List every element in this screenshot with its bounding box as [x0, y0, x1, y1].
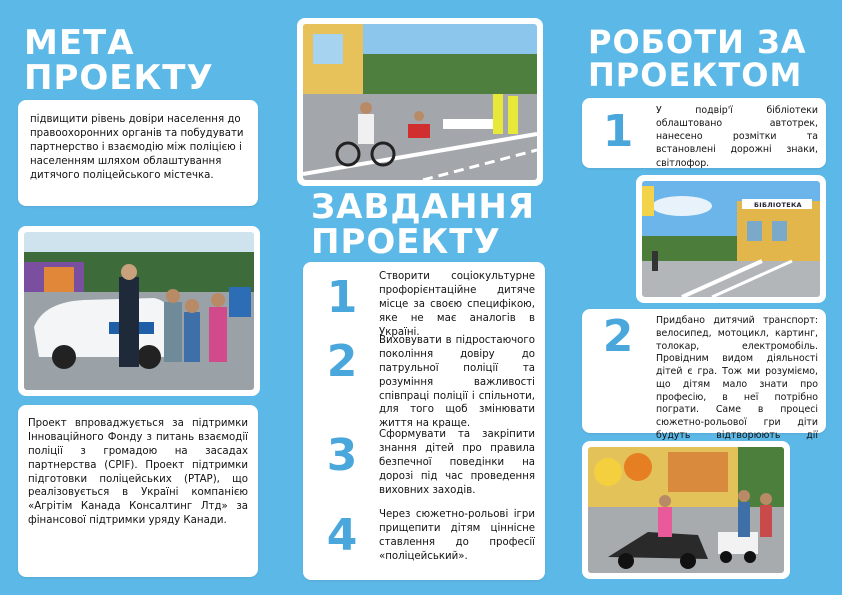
library-sign: БІБЛІОТЕКА — [754, 201, 802, 209]
goal-heading-line2: ПРОЕКТУ — [24, 57, 214, 98]
library-photo-inner — [642, 181, 820, 297]
task-text-1: Створити соціокультурне профорієнтаційне дитяче місце за своєю специфікою, яке не має аналогів в Україні. — [379, 271, 535, 338]
task-item-1 — [313, 270, 535, 339]
police-car-photo — [18, 226, 260, 396]
works-heading-line1: РОБОТИ ЗА — [588, 23, 807, 61]
tasks-heading-line2: ПРОЕКТУ — [311, 221, 501, 262]
middle-column — [285, 0, 560, 595]
tasks-heading-line1: ЗАВДАННЯ — [311, 187, 536, 227]
work-number-2: 2 — [602, 311, 634, 362]
works-heading — [588, 23, 807, 94]
goal-heading — [24, 23, 214, 98]
works-heading-line2: ПРОЕКТОМ — [588, 55, 803, 94]
left-column — [0, 0, 275, 595]
task-item-2 — [313, 334, 535, 431]
work-item-1 — [588, 104, 818, 170]
support-card — [18, 405, 258, 577]
goal-heading-line1: МЕТА — [24, 23, 135, 63]
track-photo — [297, 18, 543, 186]
library-photo — [636, 175, 826, 303]
goal-text: підвищити рівень довіри населення до правоохоронних органів та побудувати партнерство і взаємодію між поліцією і населенням шляхом облаштування дитячого поліцейського містечка. — [30, 114, 244, 181]
track-scene — [303, 24, 537, 180]
work-number-1: 1 — [602, 106, 634, 157]
track-photo-inner — [303, 24, 537, 180]
work-text-1: У подвір'ї бібліотеки облаштовано автотрек, нанесено розмітки та встановлені дорожні знаки, світлофор. — [656, 105, 818, 169]
task-number-4: 4 — [326, 510, 358, 561]
kids-cars-photo-inner — [588, 447, 784, 573]
task-item-4 — [313, 508, 535, 564]
task-item-3 — [313, 428, 535, 497]
kids-cars-photo — [582, 441, 790, 579]
right-column — [570, 0, 842, 595]
support-text: Проект впроваджується за підтримки Інноваційного Фонду з питань взаємодії поліції з громадою на засадах партнерства (CPIF). Проект підтримки підготовки поліцейських (PTAP), що реалізовується в Україні компанією «Агрітім Канада Консалтинг Лтд» за фінансової підтримки уряду Канади. — [28, 418, 248, 527]
task-number-2: 2 — [326, 336, 358, 387]
task-text-4: Через сюжетно-рольові ігри прищепити дітям ціннісне ставлення до професії «поліцейський». — [379, 509, 535, 562]
work-item-2 — [588, 311, 818, 456]
work-card-1 — [582, 98, 826, 168]
task-number-3: 3 — [326, 430, 358, 481]
goal-card — [18, 100, 258, 206]
police-car-scene — [24, 232, 254, 390]
task-number-1: 1 — [326, 272, 358, 323]
kids-cars-scene — [588, 447, 784, 573]
work-text-2: Придбано дитячий транспорт: велосипед, мотоцикл, картинг, толокар, електромобіль. Провідним видом діяльності дітей є гра. Тож ми розуміємо, що дітям мало знати про професію, в неї потрібно пограти. Саме в процесі сюжетно-рольової гри діти будуть відтворюють дії — [656, 315, 818, 442]
tasks-heading — [311, 187, 536, 262]
task-text-3: Сформувати та закріпити знання дітей про правила безпечної поведінки на дорозі під час проведення виховних заходів. — [379, 429, 535, 496]
tasks-card — [303, 262, 545, 580]
work-card-2 — [582, 309, 826, 442]
police-car-photo-inner — [24, 232, 254, 390]
task-text-2: Виховувати в підростаючого покоління довіру до патрульної поліції та розуміння важливості співпраці поліції і спільноти, для того щоб змінювати життя на краще. — [379, 335, 535, 430]
library-scene — [642, 181, 820, 297]
